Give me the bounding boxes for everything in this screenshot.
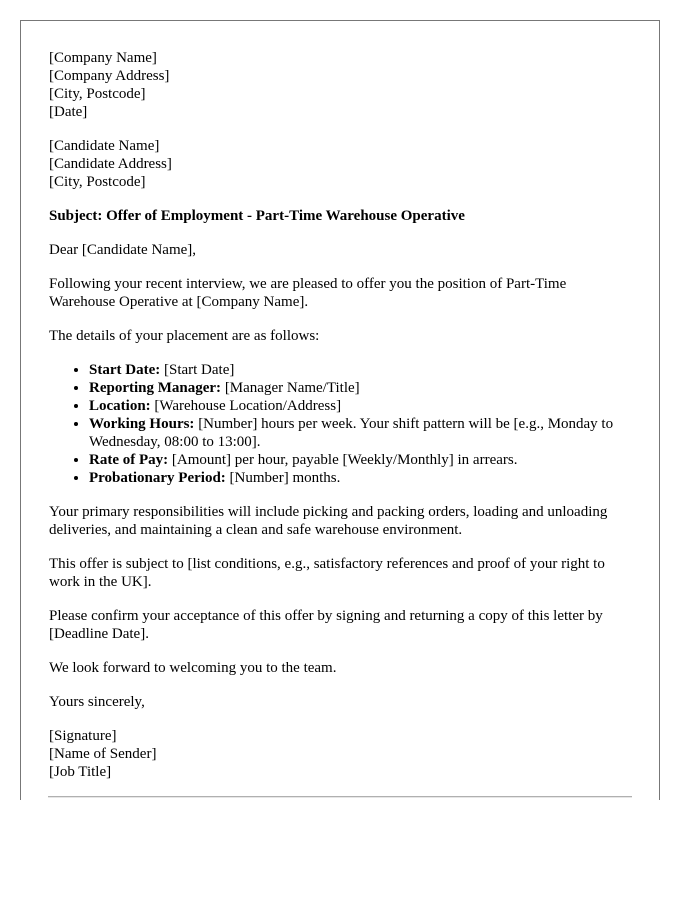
detail-label: Start Date: (89, 362, 161, 378)
detail-start-date (89, 361, 631, 379)
detail-label: Probationary Period: (89, 470, 226, 486)
candidate-city-postcode: [City, Postcode] (49, 174, 146, 190)
signature-block (49, 727, 631, 781)
detail-value: [Number] months. (225, 470, 341, 486)
detail-label: Location: (89, 398, 151, 414)
company-address: [Company Address] (49, 68, 170, 84)
confirmation-paragraph: Please confirm your acceptance of this offer by signing and returning a copy of this letter by [Deadline Date]. (49, 608, 603, 642)
footer-divider (48, 796, 632, 798)
candidate-name: [Candidate Name] (49, 138, 160, 154)
detail-value: [Manager Name/Title] (221, 380, 360, 396)
recipient-address (49, 137, 631, 191)
detail-probationary-period (89, 469, 631, 487)
letter-date: [Date] (49, 104, 88, 120)
detail-value: [Start Date] (160, 362, 235, 378)
welcome-paragraph: We look forward to welcoming you to the team. (49, 660, 337, 676)
detail-label: Rate of Pay: (89, 452, 169, 468)
sender-address (49, 49, 631, 121)
sender-job-title: [Job Title] (49, 764, 112, 780)
company-city-postcode: [City, Postcode] (49, 86, 146, 102)
salutation: Dear [Candidate Name], (49, 242, 197, 258)
closing-line: Yours sincerely, (49, 694, 145, 710)
placement-details-list (49, 361, 631, 487)
detail-label: Reporting Manager: (89, 380, 222, 396)
responsibilities-paragraph: Your primary responsibilities will include picking and packing orders, loading and unloading deliveries, and maintaining a clean and safe warehouse environment. (49, 504, 608, 538)
signature-placeholder: [Signature] (49, 728, 117, 744)
candidate-address: [Candidate Address] (49, 156, 172, 172)
detail-location (89, 397, 631, 415)
sender-name: [Name of Sender] (49, 746, 157, 762)
letter-page (20, 20, 660, 800)
detail-value: [Amount] per hour, payable [Weekly/Monthly] in arrears. (168, 452, 518, 468)
company-name: [Company Name] (49, 50, 157, 66)
detail-reporting-manager (89, 379, 631, 397)
detail-working-hours (89, 415, 631, 451)
conditions-paragraph: This offer is subject to [list conditions, e.g., satisfactory references and proof of your right to work in the UK]. (49, 556, 605, 590)
detail-label: Working Hours: (89, 416, 195, 432)
intro-paragraph: Following your recent interview, we are pleased to offer you the position of Part-Time Warehouse Operative at [Company Name]. (49, 276, 567, 310)
details-intro: The details of your placement are as follows: (49, 328, 320, 344)
detail-value: [Number] hours per week. Your shift pattern will be [e.g., Monday to Wednesday, 08:00 to 13:00]. (89, 416, 614, 450)
detail-value: [Warehouse Location/Address] (150, 398, 342, 414)
subject-line: Subject: Offer of Employment - Part-Time Warehouse Operative (49, 208, 465, 224)
detail-rate-of-pay (89, 451, 631, 469)
